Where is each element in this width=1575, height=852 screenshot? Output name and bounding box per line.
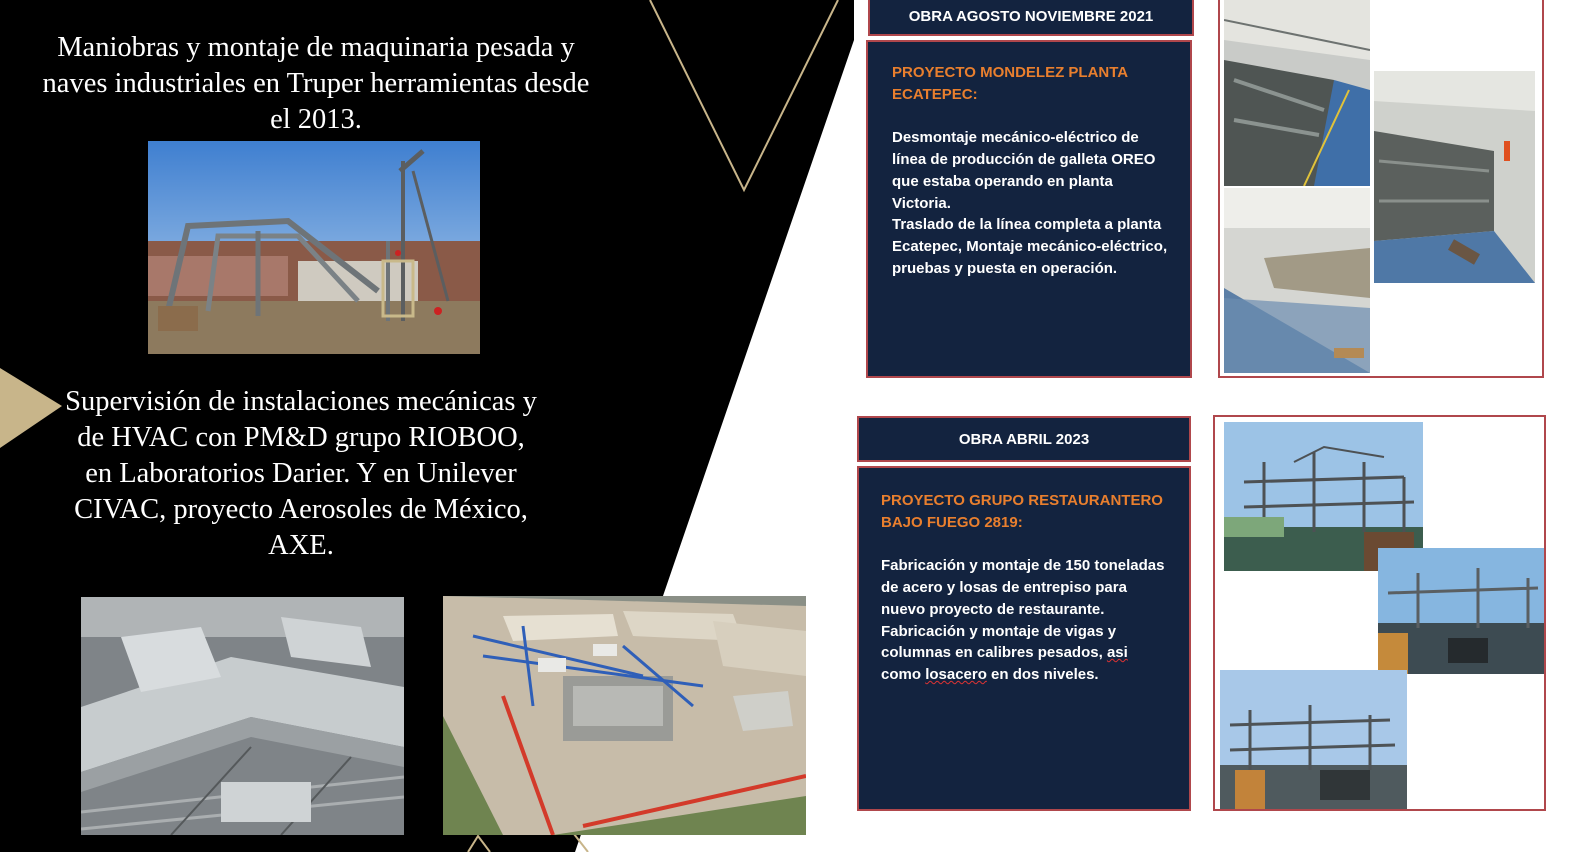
bajofuego-paragraph-2-part-3: en dos niveles.: [986, 665, 1099, 683]
factory-line-photo-1: [1224, 0, 1370, 186]
unilever-plant-aerial-photo: [443, 596, 806, 835]
factory-line-photo-2: [1224, 188, 1370, 373]
mondelez-project-card: [866, 40, 1192, 378]
mondelez-paragraph-2: Traslado de la línea completa a planta Ecatepec, Montaje mecánico-eléctrico, pruebas y puesta en operación.: [892, 216, 1168, 277]
factory-line-photo-3: [1374, 71, 1535, 283]
bajofuego-date-label: OBRA ABRIL 2023: [958, 430, 1090, 448]
bajofuego-paragraph-2-part-1: Fabricación y montaje de vigas y columnas en calibres pesados,: [881, 622, 1117, 662]
truper-steel-structure-photo: [148, 141, 480, 354]
supervision-text: Supervisión de instalaciones mecánicas y de HVAC con PM&D grupo RIOBOO, en Laboratorios Darier. Y en Unilever CIVAC, proyecto Aerosoles de México, AXE.: [65, 386, 537, 561]
hvac-ducts-photo: [81, 597, 404, 835]
bajofuego-paragraph-1: Fabricación y montaje de 150 toneladas de acero y losas de entrepiso para nuevo proyecto de restaurante.: [881, 557, 1165, 618]
bajofuego-project-title: PROYECTO GRUPO RESTAURANTERO BAJO FUEGO 2819:: [881, 492, 1163, 531]
mondelez-project-title: PROYECTO MONDELEZ PLANTA ECATEPEC:: [892, 64, 1128, 103]
spellcheck-word-losacero: losacero: [925, 665, 987, 683]
restaurant-steel-photo-3: [1220, 670, 1407, 809]
bajofuego-paragraph-2: [881, 621, 1169, 686]
bajofuego-paragraph-2-part-2: como: [881, 665, 926, 683]
spellcheck-word-asi: asi: [1106, 644, 1128, 662]
mondelez-date-header: [868, 0, 1194, 36]
mondelez-date-label: OBRA AGOSTO NOVIEMBRE 2021: [908, 7, 1154, 25]
truper-text: Maniobras y montaje de maquinaria pesada y naves industriales en Truper herramientas desde el 2013.: [42, 32, 590, 135]
bajofuego-date-header: [857, 416, 1191, 462]
bajofuego-project-card: [857, 466, 1191, 811]
restaurant-steel-photo-2: [1378, 548, 1544, 674]
mondelez-paragraph-1: Desmontaje mecánico-eléctrico de línea de producción de galleta OREO que estaba operando en planta Victoria.: [892, 129, 1156, 212]
